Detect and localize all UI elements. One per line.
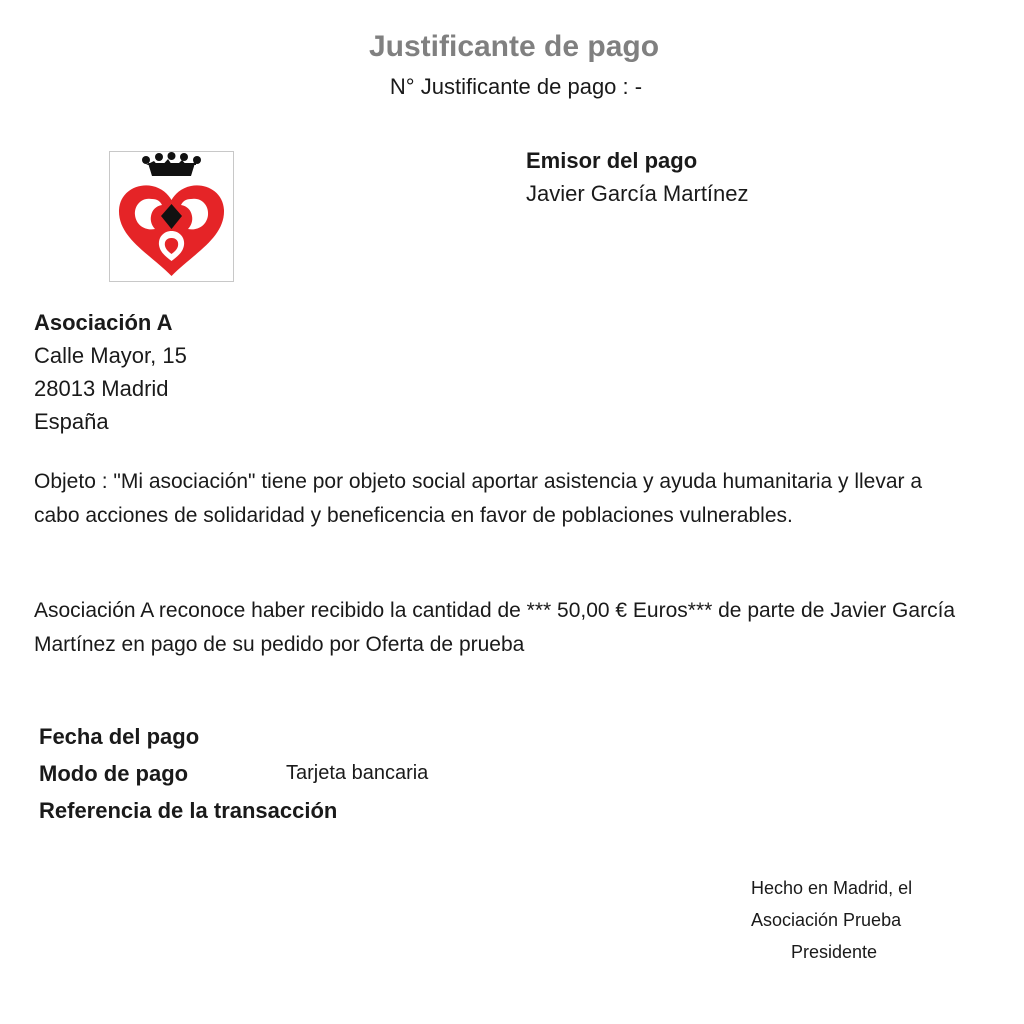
payment-method-label: Modo de pago xyxy=(39,761,189,786)
payment-method-value: Tarjeta bancaria xyxy=(286,762,429,784)
organization-logo xyxy=(109,151,234,282)
organization-address xyxy=(34,306,187,438)
organization-country: España xyxy=(34,409,109,434)
receipt-number: N° Justificante de pago : - xyxy=(389,74,643,99)
signature-organization: Asociación Prueba xyxy=(751,910,902,930)
organization-city: 28013 Madrid xyxy=(34,376,169,401)
signature-block xyxy=(751,872,912,968)
organization-street: Calle Mayor, 15 xyxy=(34,343,187,368)
organization-name: Asociación A xyxy=(34,310,173,335)
signature-role: Presidente xyxy=(791,942,878,962)
issuer-name: Javier García Martínez xyxy=(526,181,749,206)
payment-date-label: Fecha del pago xyxy=(39,724,200,749)
heart-shape xyxy=(119,185,224,276)
crowned-heart-logo-icon xyxy=(110,152,233,281)
signature-place: Hecho en Madrid, el xyxy=(751,878,913,898)
object-paragraph: Objeto : "Mi asociación" tiene por objeto social aportar asistencia y ayuda humanitaria y llevar a cabo acciones de solidaridad y beneficencia en favor de poblaciones vulnerables. xyxy=(34,470,923,527)
page-title: Justificante de pago xyxy=(368,30,660,63)
crown-icon xyxy=(142,152,201,176)
receipt-paragraph: Asociación A reconoce haber recibido la cantidad de *** 50,00 € Euros*** de parte de Javier García Martínez en pago de su pedido por Oferta de prueba xyxy=(34,599,956,656)
transaction-reference-label: Referencia de la transacción xyxy=(39,798,338,823)
issuer-heading: Emisor del pago xyxy=(526,148,698,173)
